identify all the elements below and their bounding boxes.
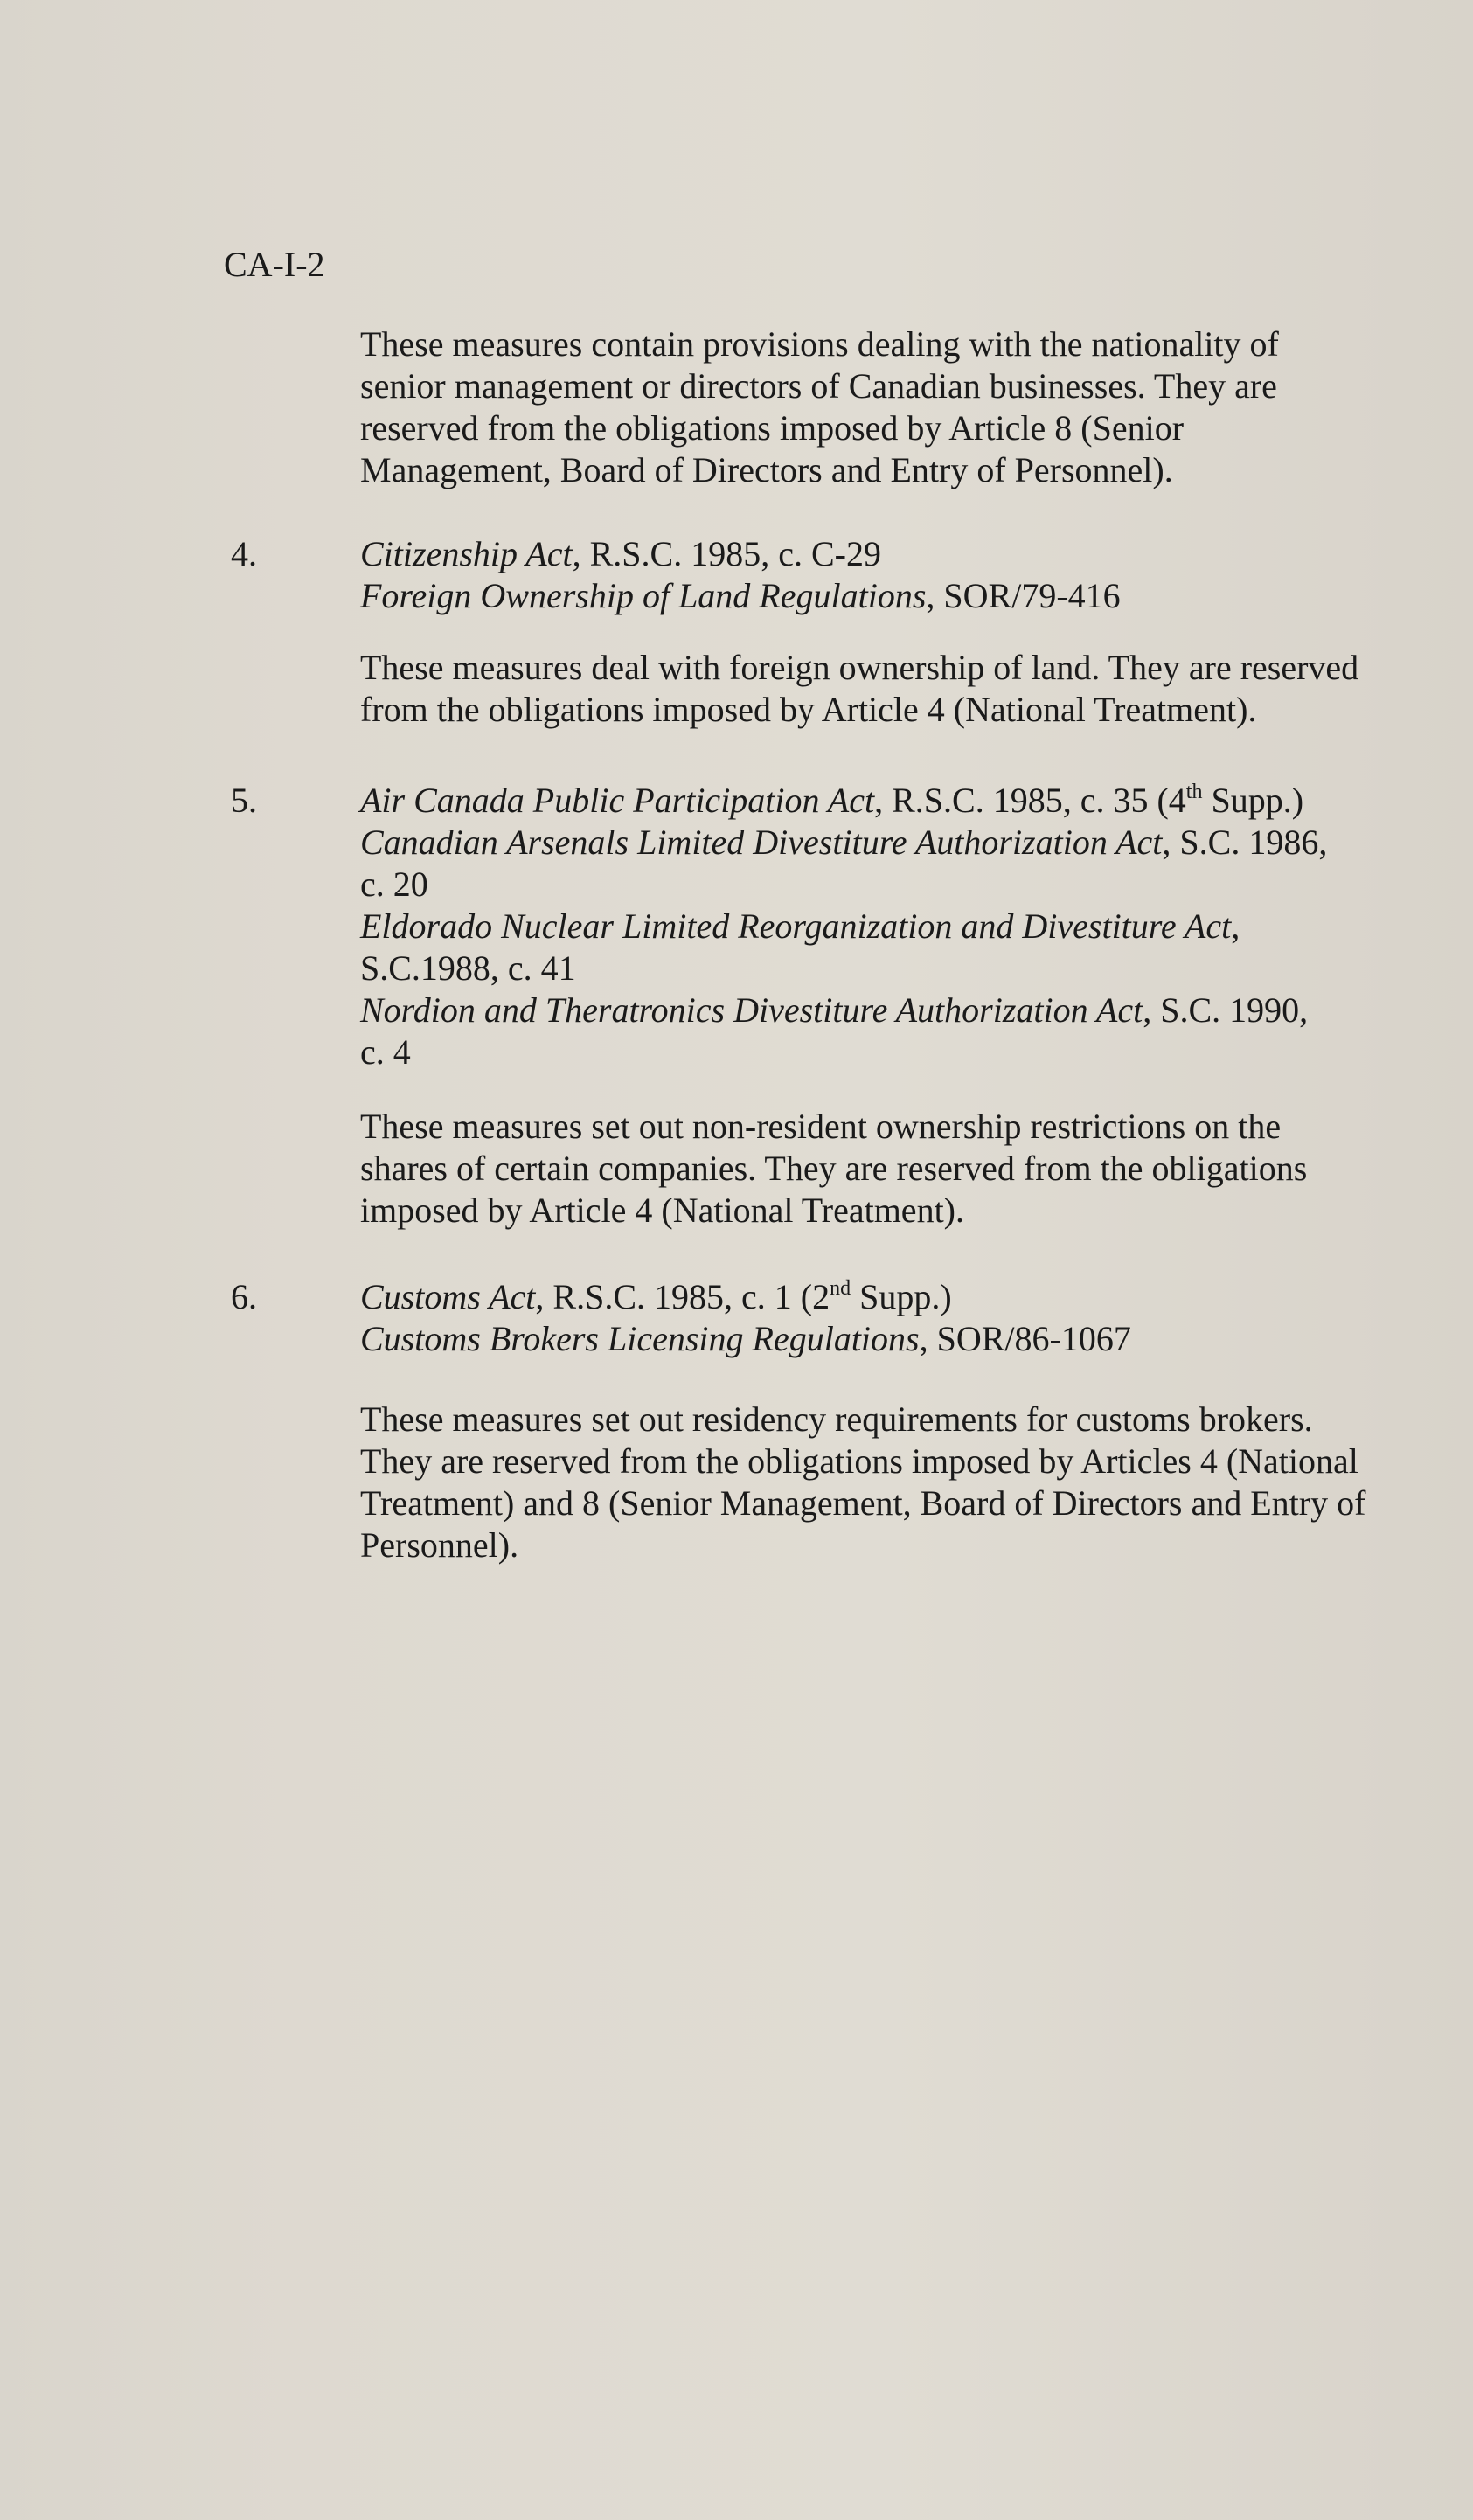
reference-line — [360, 533, 1435, 575]
reference-line — [360, 906, 1435, 948]
paragraph-line: from the obligations imposed by Article 4 (National Treatment). — [360, 690, 1257, 729]
reference-citation: , S.C. 1986, — [1162, 823, 1328, 862]
paragraph-line: These measures deal with foreign ownership of land. They are reserved — [360, 648, 1359, 687]
paragraph-line: Treatment) and 8 (Senior Management, Board of Directors and Entry of — [360, 1483, 1366, 1523]
item-description — [360, 1399, 1435, 1566]
reference-citation: , R.S.C. 1985, c. 1 (2 — [535, 1277, 830, 1316]
paragraph-line: senior management or directors of Canadian businesses. They are — [360, 366, 1277, 406]
item-description — [360, 1106, 1435, 1232]
reference-line — [360, 1276, 1435, 1318]
reference-citation-after: Supp.) — [1202, 781, 1304, 820]
paragraph-line: imposed by Article 4 (National Treatment). — [360, 1191, 964, 1230]
reference-title: Canadian Arsenals Limited Divestiture Authorization Act — [360, 823, 1163, 862]
reference-citation: , SOR/86-1067 — [919, 1319, 1131, 1358]
reference-title: Foreign Ownership of Land Regulations — [360, 576, 927, 615]
paragraph-line: Personnel). — [360, 1525, 519, 1565]
paragraph-line: These measures contain provisions dealing with the nationality of — [360, 324, 1279, 364]
page-identifier: CA-I-2 — [224, 245, 325, 284]
reference-title: Nordion and Theratronics Divestiture Authorization Act — [360, 990, 1143, 1030]
paragraph-line: reserved from the obligations imposed by Article 8 (Senior — [360, 408, 1185, 448]
reference-title: Customs Brokers Licensing Regulations — [360, 1319, 920, 1358]
reference-citation: , — [1231, 906, 1240, 946]
reference-line — [360, 780, 1435, 822]
reference-line — [360, 822, 1435, 864]
paragraph-line: These measures set out non-resident ownership restrictions on the — [360, 1107, 1282, 1146]
superscript: th — [1185, 781, 1203, 803]
reference-citation: , S.C. 1990, — [1143, 990, 1309, 1030]
item-description — [360, 647, 1435, 731]
reference-citation: , SOR/79-416 — [926, 576, 1121, 615]
reference-line — [360, 1031, 1435, 1073]
item-references — [360, 1276, 1435, 1360]
reference-line — [360, 575, 1435, 617]
reference-citation: , R.S.C. 1985, c. C-29 — [572, 534, 881, 573]
paragraph-line: shares of certain companies. They are reserved from the obligations — [360, 1149, 1308, 1188]
paragraph-line: They are reserved from the obligations imposed by Articles 4 (National — [360, 1441, 1358, 1481]
reference-citation: c. 20 — [360, 864, 428, 904]
item-references — [360, 533, 1435, 617]
reference-citation-after: Supp.) — [851, 1277, 952, 1316]
reference-line — [360, 864, 1435, 906]
reference-title: Eldorado Nuclear Limited Reorganization and Divestiture Act — [360, 906, 1232, 946]
reference-citation: S.C.1988, c. 41 — [360, 948, 576, 988]
reference-line — [360, 948, 1435, 989]
reference-title: Customs Act — [360, 1277, 536, 1316]
item-number: 5. — [231, 781, 257, 820]
reference-line — [360, 989, 1435, 1031]
item-number: 4. — [231, 534, 257, 573]
reference-citation: c. 4 — [360, 1032, 411, 1072]
reference-title: Citizenship Act — [360, 534, 573, 573]
intro-paragraph — [360, 323, 1435, 491]
item-number: 6. — [231, 1277, 257, 1316]
superscript: nd — [830, 1277, 851, 1300]
reference-title: Air Canada Public Participation Act — [360, 781, 875, 820]
paragraph-line: Management, Board of Directors and Entry of Personnel). — [360, 450, 1173, 489]
item-references — [360, 780, 1435, 1073]
reference-citation: , R.S.C. 1985, c. 35 (4 — [874, 781, 1186, 820]
paragraph-line: These measures set out residency requirements for customs brokers. — [360, 1399, 1313, 1439]
reference-line — [360, 1318, 1435, 1360]
